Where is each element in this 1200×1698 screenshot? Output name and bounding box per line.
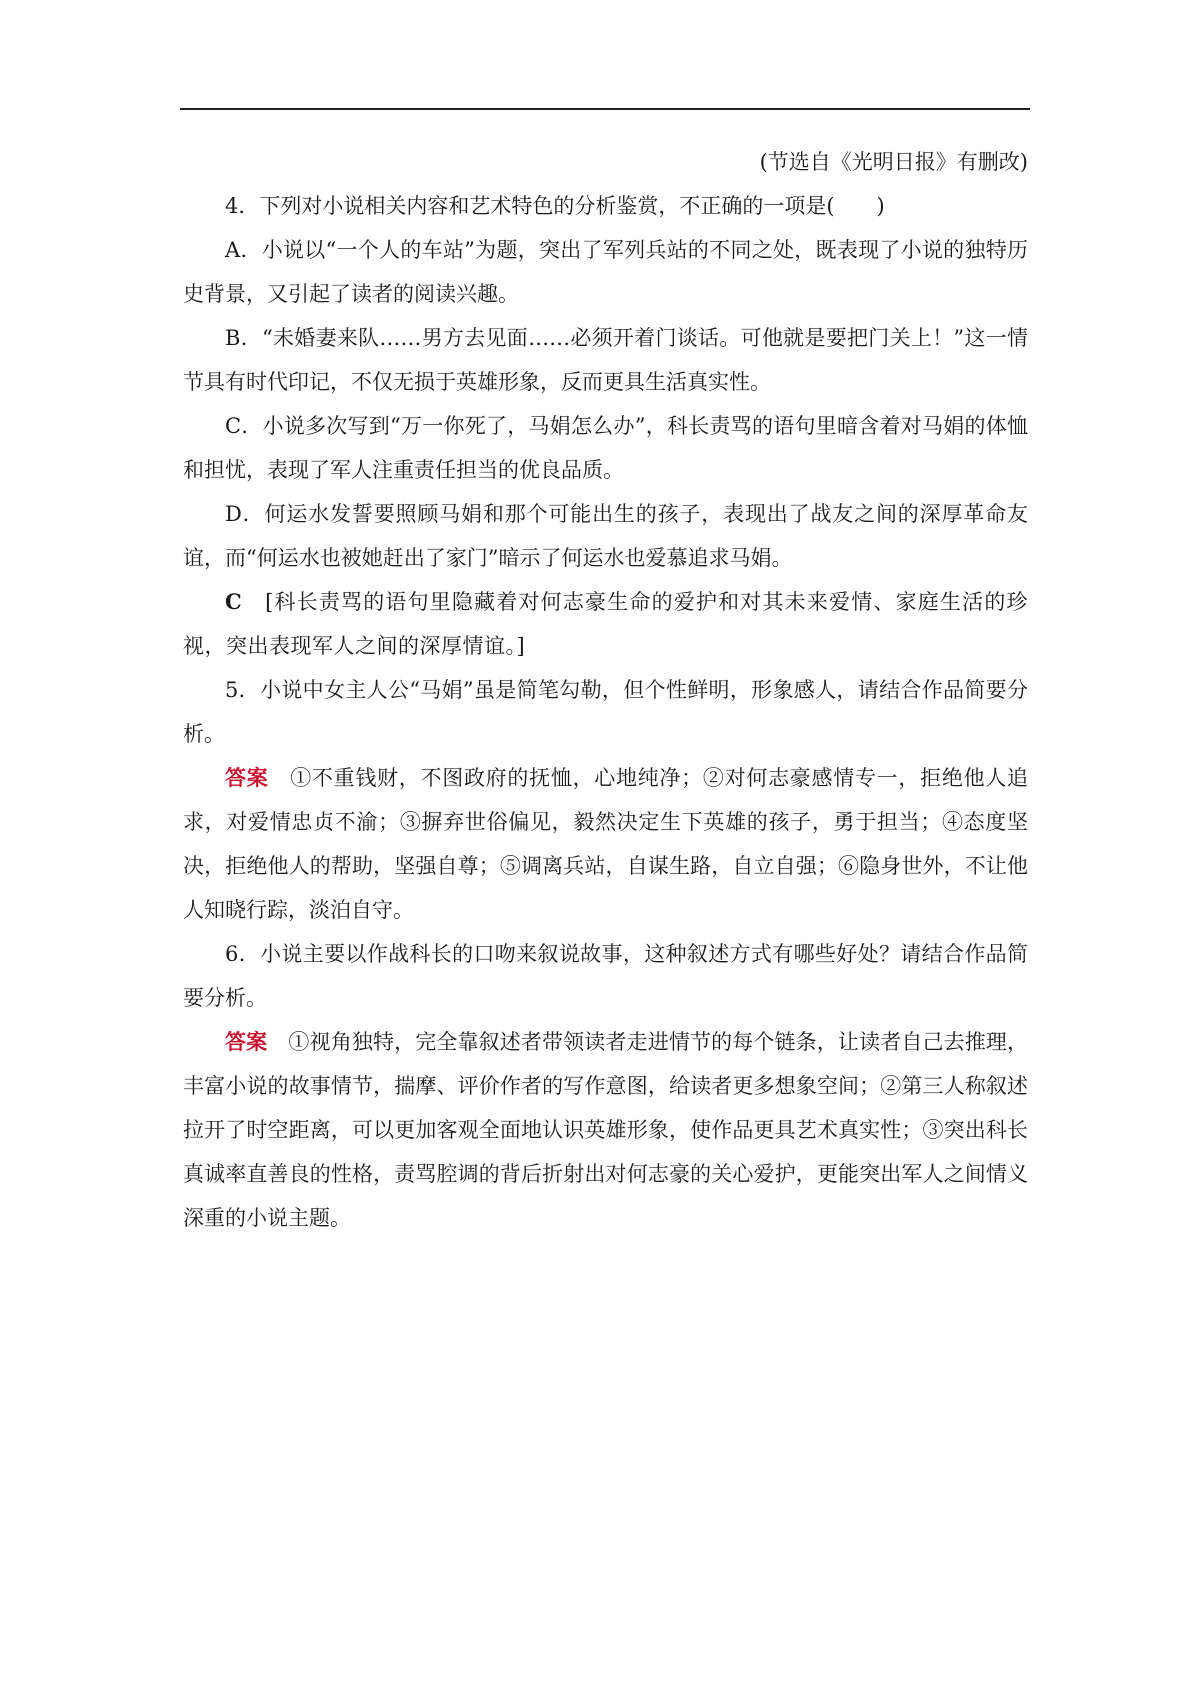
question-6-answer (183, 1020, 1028, 1240)
question-6-stem: 6．小说主要以作战科长的口吻来叙说故事，这种叙述方式有哪些好处？请结合作品简要分析。 (183, 942, 1028, 1010)
question-4-answer (183, 580, 1028, 668)
answer-letter: C (225, 589, 243, 614)
page-content (183, 140, 1028, 1240)
option-a: A．小说以“一个人的车站”为题，突出了军列兵站的不同之处，既表现了小说的独特历史背景，又引起了读者的阅读兴趣。 (183, 238, 1028, 306)
option-d: D．何运水发誓要照顾马娟和那个可能出生的孩子，表现出了战友之间的深厚革命友谊，而“何运水也被她赶出了家门”暗示了何运水也爱慕追求马娟。 (183, 502, 1028, 570)
question-5-answer (183, 756, 1028, 932)
answer-text: ①视角独特，完全靠叙述者带领读者走进情节的每个链条，让读者自己去推理，丰富小说的故事情节，揣摩、评价作者的写作意图，给读者更多想象空间；②第三人称叙述拉开了时空距离，可以更加客观全面地认识英雄形象，使作品更具艺术真实性；③突出科长真诚率直善良的性格，责骂腔调的背后折射出对何志豪的关心爱护，更能突出军人之间情义深重的小说主题。 (183, 1030, 1029, 1230)
header-rule (180, 108, 1030, 110)
answer-explanation: [科长责骂的语句里隐藏着对何志豪生命的爱护和对其未来爱情、家庭生活的珍视，突出表现军人之间的深厚情谊。] (183, 590, 1028, 658)
question-4-stem: 4．下列对小说相关内容和艺术特色的分析鉴赏，不正确的一项是( ) (225, 194, 885, 218)
answer-label: 答案 (225, 1029, 268, 1054)
option-c: C．小说多次写到“万一你死了，马娟怎么办”，科长责骂的语句里暗含着对马娟的体恤和担忧，表现了军人注重责任担当的优良品质。 (183, 414, 1028, 482)
answer-label: 答案 (225, 765, 269, 790)
option-b: B．“未婚妻来队……男方去见面……必须开着门谈话。可他就是要把门关上！”这一情节具有时代印记，不仅无损于英雄形象，反而更具生活真实性。 (183, 326, 1028, 394)
question-5-stem: 5．小说中女主人公“马娟”虽是简笔勾勒，但个性鲜明，形象感人，请结合作品简要分析。 (183, 678, 1028, 746)
answer-text: ①不重钱财，不图政府的抚恤，心地纯净；②对何志豪感情专一，拒绝他人追求，对爱情忠贞不渝；③摒弃世俗偏见，毅然决定生下英雄的孩子，勇于担当；④态度坚决，拒绝他人的帮助，坚强自尊；⑤调离兵站，自谋生路，自立自强；⑥隐身世外，不让他人知晓行踪，淡泊自守。 (183, 766, 1029, 922)
source-note: (节选自《光明日报》有删改) (759, 150, 1028, 174)
